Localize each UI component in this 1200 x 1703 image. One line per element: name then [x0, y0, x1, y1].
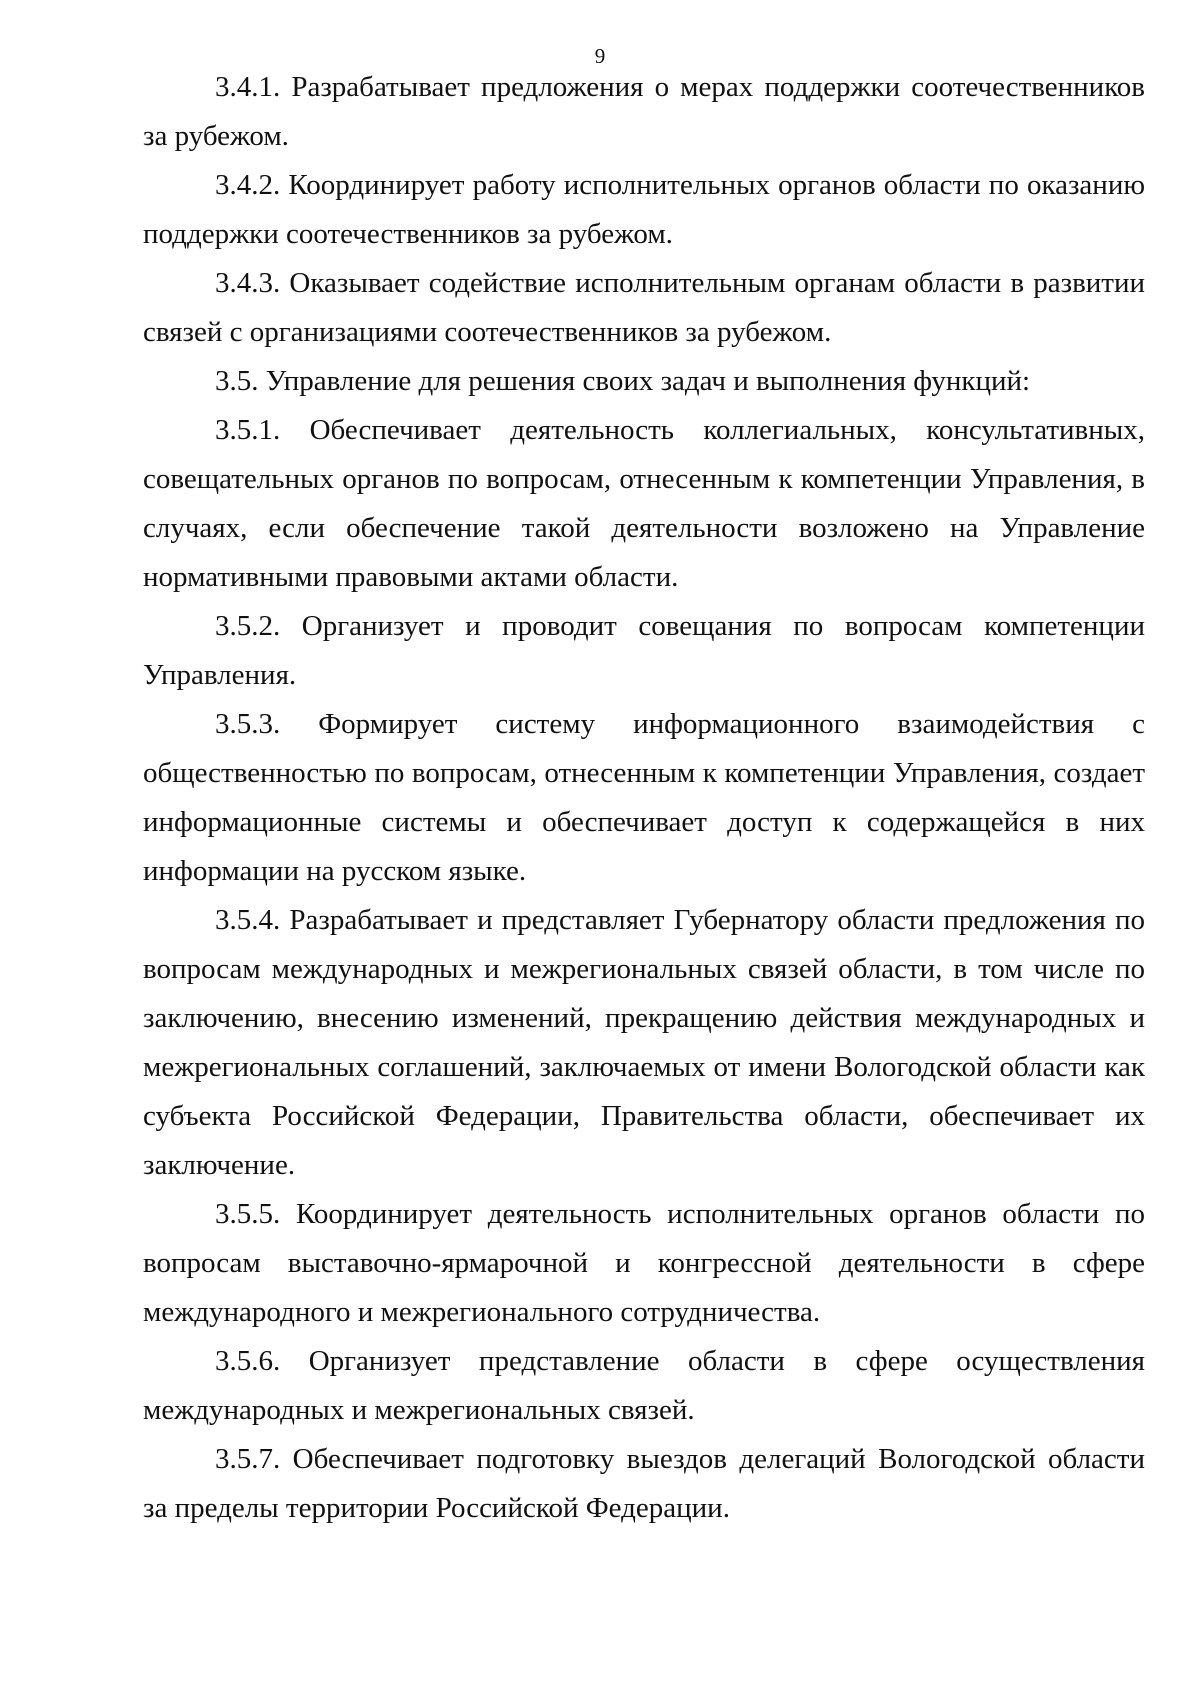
- paragraph-3-5-5: 3.5.5. Координирует деятельность исполнительных органов области по вопросам выставочно-ярмарочной и конгрессной деятельности в сфере международного и межрегионального сотрудничества.: [143, 1198, 1145, 1328]
- paragraph-3-5-6: 3.5.6. Организует представление области в сфере осуществления международных и межрегиональных связей.: [143, 1345, 1145, 1426]
- paragraph-3-5-3: 3.5.3. Формирует систему информационного взаимодействия с общественностью по вопросам, отнесенным к компетенции Управления, создает информационные системы и обеспечивает доступ к содержащейся в них информации на русском языке.: [143, 708, 1145, 887]
- document-body: [143, 63, 1145, 1533]
- paragraph-3-4-1: 3.4.1. Разрабатывает предложения о мерах поддержки соотечественников за рубежом.: [143, 71, 1145, 152]
- paragraph-3-4-2: 3.4.2. Координирует работу исполнительных органов области по оказанию поддержки соотечественников за рубежом.: [143, 169, 1145, 250]
- paragraph-3-5-2: 3.5.2. Организует и проводит совещания по вопросам компетенции Управления.: [143, 610, 1145, 691]
- paragraph-3-5-4: 3.5.4. Разрабатывает и представляет Губернатору области предложения по вопросам международных и межрегиональных связей области, в том числе по заключению, внесению изменений, прекращению действия международных и межрегиональных соглашений, заключаемых от имени Вологодской области как субъекта Российской Федерации, Правительства области, обеспечивает их заключение.: [143, 904, 1145, 1181]
- paragraph-3-5-7: 3.5.7. Обеспечивает подготовку выездов делегаций Вологодской области за пределы территории Российской Федерации.: [143, 1443, 1145, 1524]
- paragraph-3-5: 3.5. Управление для решения своих задач и выполнения функций:: [215, 365, 1031, 397]
- paragraph-3-5-1: 3.5.1. Обеспечивает деятельность коллегиальных, консультативных, совещательных органов по вопросам, отнесенным к компетенции Управления, в случаях, если обеспечение такой деятельности возложено на Управление нормативными правовыми актами области.: [143, 414, 1145, 593]
- page-number: 9: [594, 44, 606, 68]
- paragraph-3-4-3: 3.4.3. Оказывает содействие исполнительным органам области в развитии связей с организациями соотечественников за рубежом.: [143, 267, 1145, 348]
